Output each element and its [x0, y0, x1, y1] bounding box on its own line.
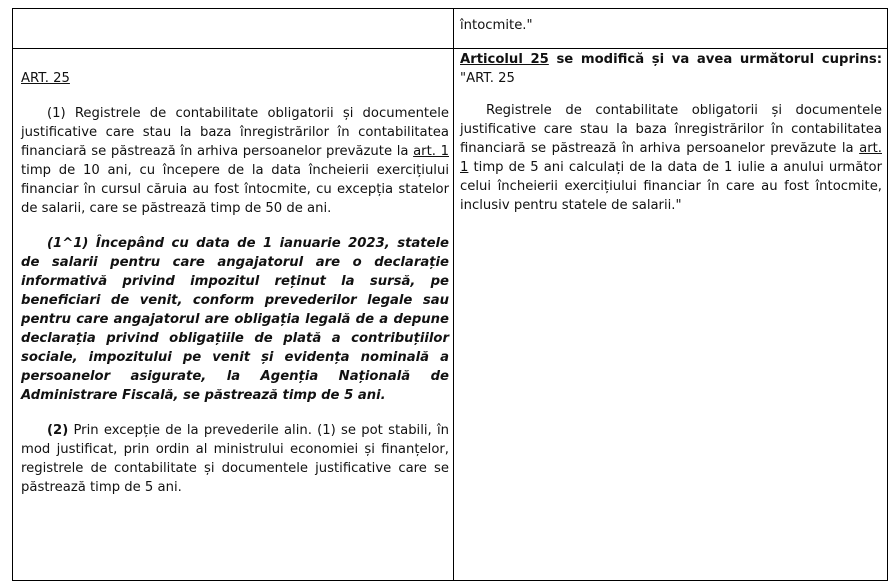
amendment-heading — [460, 50, 882, 69]
paragraph-1-1: (1^1) Începând cu data de 1 ianuarie 2023, statele de salarii pentru care angajatorul are o declarație informativă privind impozitul reținut la sursă, pe beneficiari de venit, conform prevederilor legale sau pentru care angajatorul are obligația legală de a depune declarația privind obligațiile de plată a contribuțiilor sociale, impozitului pe venit și evidența nominală a persoanelor asigurate, la Agenția Națională de Administrare Fiscală, se păstrează timp de 5 ani. — [21, 236, 449, 403]
comparison-table — [12, 8, 888, 581]
row-divider — [13, 48, 887, 49]
paragraph-1 — [21, 104, 449, 218]
column-divider — [453, 9, 454, 580]
amendment-art-1-link[interactable]: art. 1 — [460, 141, 882, 175]
previous-text-ending: întocmite." — [460, 18, 533, 33]
art-1-link[interactable]: art. 1 — [413, 144, 449, 159]
paragraph-2-number: (2) — [47, 423, 69, 438]
row1-right-cell — [460, 16, 885, 35]
amendment-paragraph-tail: timp de 5 ani calculați de la data de 1 iulie a anului următor celui încheierii exercițiului financiar în care au fost întocmite, inclusiv pentru statele de salarii." — [460, 160, 882, 213]
amendment-cell — [460, 50, 882, 215]
paragraph-1-tail: timp de 10 ani, cu începere de la data încheierii exercițiului financiar în cursul căruia au fost întocmite, cu excepția statelor de salarii, care se păstrează timp de 50 de ani. — [21, 163, 449, 216]
amendment-paragraph-lead: Registrele de contabilitate obligatorii și documentele justificative care stau la baza înregistrărilor în contabilitatea financiară se păstrează în arhiva persoanelor prevăzute la — [460, 103, 882, 156]
article-title — [21, 69, 449, 88]
article-25-link[interactable]: Articolul 25 — [460, 52, 549, 67]
amendment-paragraph — [460, 101, 882, 215]
paragraph-2-text: Prin excepție de la prevederile alin. (1) se pot stabili, în mod justificat, prin ordin al ministrului economiei și finanțelor, registrele de contabilitate și documentele justificative care se păstrează timp de 5 ani. — [21, 423, 449, 495]
amendment-heading-rest: se modifică și va avea următorul cuprins: — [548, 52, 882, 67]
paragraph-1-lead: (1) Registrele de contabilitate obligatorii și documentele justificative care stau la baza înregistrărilor în contabilitatea financiară se păstrează în arhiva persoanelor prevăzute la — [21, 106, 449, 159]
current-law-cell — [21, 69, 449, 497]
paragraph-2 — [21, 421, 449, 497]
article-title-text: ART. 25 — [21, 71, 70, 86]
amendment-article-title: "ART. 25 — [460, 71, 515, 86]
